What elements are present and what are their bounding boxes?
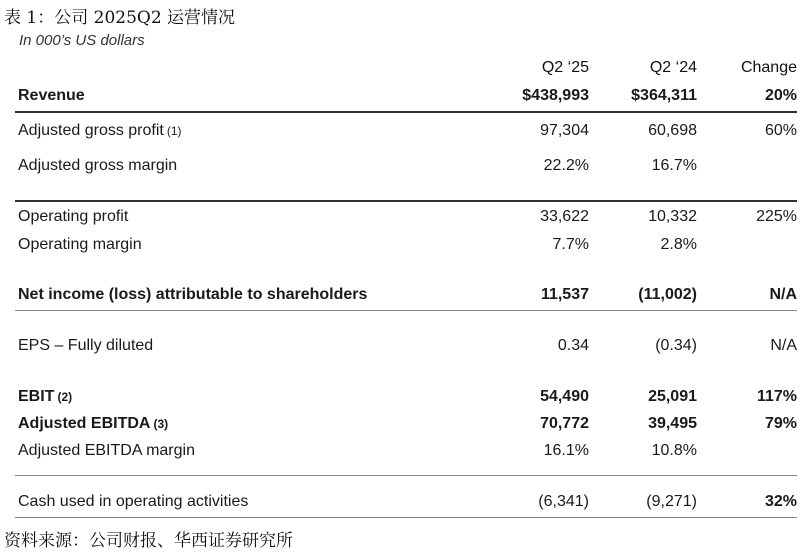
header-change: Change [740, 59, 797, 76]
value-change: 60% [764, 122, 797, 139]
value-q2-25: $438,993 [522, 87, 589, 104]
footnote-marker: (1) [166, 124, 182, 138]
divider [15, 517, 797, 518]
table-row-net-income [0, 286, 808, 308]
row-label: Adjusted EBITDA (3) [18, 415, 169, 432]
table-row-adjusted-gross-margin [0, 157, 808, 179]
table-row-adjusted-ebitda-margin [0, 442, 808, 464]
row-label: Operating margin [18, 236, 142, 253]
table-caption: 表 1：公司 2025Q2 运营情况 [4, 8, 236, 28]
row-label: Operating profit [18, 208, 129, 225]
row-label: Adjusted gross profit (1) [18, 122, 182, 139]
row-label: Net income (loss) attributable to shareholders [18, 286, 368, 303]
table-row-operating-margin [0, 236, 808, 258]
header-q2-24: Q2 ‘24 [649, 59, 697, 76]
footnote-marker: (2) [57, 390, 73, 404]
value-q2-24: 2.8% [660, 236, 697, 253]
value-change: 225% [756, 208, 797, 225]
row-label: Cash used in operating activities [18, 493, 249, 510]
value-q2-24: 10.8% [651, 442, 697, 459]
row-label: Adjusted gross margin [18, 157, 178, 174]
value-q2-25: 16.1% [543, 442, 589, 459]
table-row-operating-profit [0, 208, 808, 230]
value-q2-24: (11,002) [638, 286, 697, 303]
value-q2-25: 33,622 [540, 208, 589, 225]
value-q2-24: 10,332 [648, 208, 697, 225]
table-row-ebit [0, 388, 808, 410]
value-q2-25: 97,304 [540, 122, 589, 139]
value-q2-24: $364,311 [631, 87, 697, 104]
value-q2-25: 22.2% [543, 157, 589, 174]
divider [15, 111, 797, 113]
divider [15, 310, 797, 311]
table-row-revenue [0, 87, 808, 109]
value-q2-24: 16.7% [651, 157, 697, 174]
value-q2-25: 7.7% [552, 236, 589, 253]
value-q2-24: (9,271) [646, 493, 697, 510]
table-row-cash-used [0, 493, 808, 515]
value-q2-25: 0.34 [557, 337, 589, 354]
divider [15, 200, 797, 202]
value-q2-24: 25,091 [648, 388, 697, 405]
header-q2-25: Q2 ‘25 [541, 59, 589, 76]
row-label: EPS – Fully diluted [18, 337, 154, 354]
value-q2-24: (0.34) [655, 337, 697, 354]
divider [15, 475, 797, 476]
table-row-adjusted-gross-profit [0, 122, 808, 144]
table-row-adjusted-ebitda [0, 415, 808, 437]
units-note: In 000’s US dollars [19, 32, 145, 49]
value-change: 117% [756, 388, 797, 405]
table-row-eps [0, 337, 808, 359]
value-q2-25: (6,341) [538, 493, 589, 510]
value-change: 32% [764, 493, 797, 510]
row-label: Adjusted EBITDA margin [18, 442, 195, 459]
value-change: 20% [764, 87, 797, 104]
row-label: Revenue [18, 87, 85, 104]
value-q2-25: 70,772 [540, 415, 589, 432]
source-note: 资料来源：公司财报、华西证券研究所 [4, 531, 293, 551]
value-q2-24: 39,495 [648, 415, 697, 432]
value-change: N/A [769, 286, 797, 303]
value-q2-25: 11,537 [540, 286, 589, 303]
value-q2-25: 54,490 [540, 388, 589, 405]
value-change: N/A [770, 337, 797, 354]
row-label: EBIT (2) [18, 388, 73, 405]
footnote-marker: (3) [153, 417, 169, 431]
value-change: 79% [764, 415, 797, 432]
value-q2-24: 60,698 [648, 122, 697, 139]
